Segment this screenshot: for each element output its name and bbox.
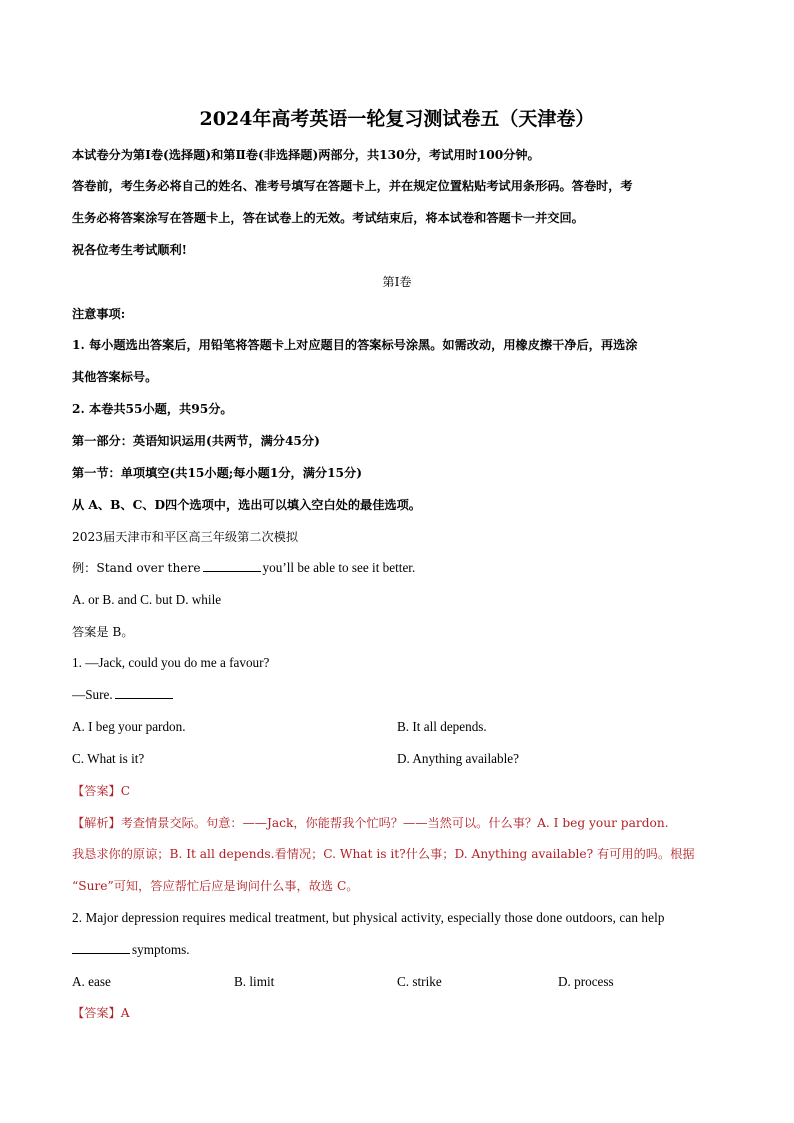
q1-option-b: B. It all depends. <box>397 719 487 734</box>
q1-analysis-line-2: 我恳求你的原谅；B. It all depends.看情况；C. What is it?什么事；D. Anything available? 有可用的吗。根据 <box>72 847 695 861</box>
q1-option-a: A. I beg your pardon. <box>72 719 186 734</box>
q1-reply <box>72 686 722 704</box>
part-1-heading: 第一部分：英语知识运用(共两节，满分45分) <box>72 434 320 448</box>
q1-stem: 1. —Jack, could you do me a favour? <box>72 655 270 670</box>
example-prefix: 例：Stand over there <box>72 561 201 575</box>
q2-option-b: B. limit <box>234 974 275 989</box>
answer-blank <box>115 686 173 699</box>
note-1-line-1: 1. 每小题选出答案后，用铅笔将答题卡上对应题目的答案标号涂黑。如需改动，用橡皮擦干净后，再选涂 <box>72 338 638 352</box>
q2-stem-2-text: symptoms. <box>132 942 190 957</box>
q2-answer: 【答案】A <box>72 1006 130 1020</box>
intro-line-1: 本试卷分为第Ⅰ卷(选择题)和第Ⅱ卷(非选择题)两部分，共130分，考试用时100分钟。 <box>72 148 540 162</box>
intro-line-2: 答卷前，考生务必将自己的姓名、准考号填写在答题卡上，并在规定位置粘贴考试用条形码。答卷时，考 <box>72 179 633 193</box>
example-suffix: you’ll be able to see it better. <box>262 560 416 575</box>
example-answer: 答案是 B。 <box>72 625 134 639</box>
source-line: 2023届天津市和平区高三年级第二次模拟 <box>72 530 299 544</box>
q1-reply-text: —Sure. <box>72 687 113 702</box>
q1-answer: 【答案】C <box>72 784 131 798</box>
q1-analysis-line-1: 【解析】考查情景交际。句意：——Jack，你能帮我个忙吗？——当然可以。什么事？A. I beg your pardon. <box>72 816 669 830</box>
q2-option-a: A. ease <box>72 974 111 989</box>
section-1-heading: 第一节：单项填空(共15小题;每小题1分，满分15分) <box>72 466 362 480</box>
q2-option-d: D. process <box>558 974 614 989</box>
q2-stem: 2. Major depression requires medical treatment, but physical activity, especially those done outdoors, can help <box>72 910 665 925</box>
instruction: 从 A、B、C、D四个选项中，选出可以填入空白处的最佳选项。 <box>72 498 421 512</box>
note-1-line-2: 其他答案标号。 <box>72 370 158 384</box>
q1-option-d: D. Anything available? <box>397 751 519 766</box>
intro-line-3: 生务必将答案涂写在答题卡上，答在试卷上的无效。考试结束后，将本试卷和答题卡一并交回。 <box>72 211 584 225</box>
notes-heading: 注意事项: <box>72 307 126 321</box>
answer-blank <box>72 941 130 954</box>
intro-line-4: 祝各位考生考试顺利! <box>72 243 188 257</box>
section-heading: 第Ⅰ卷 <box>382 275 412 289</box>
q1-analysis-line-3: “Sure”可知，答应帮忙后应是询问什么事，故选 C。 <box>72 879 359 893</box>
q1-option-c: C. What is it? <box>72 751 145 766</box>
q2-stem-2 <box>72 941 722 959</box>
page-title: 2024年高考英语一轮复习测试卷五（天津卷） <box>199 108 595 130</box>
answer-blank <box>203 559 261 572</box>
note-2: 2. 本卷共55小题，共95分。 <box>72 402 233 416</box>
example-stem <box>72 559 722 577</box>
example-options: A. or B. and C. but D. while <box>72 592 222 607</box>
q2-option-c: C. strike <box>397 974 442 989</box>
